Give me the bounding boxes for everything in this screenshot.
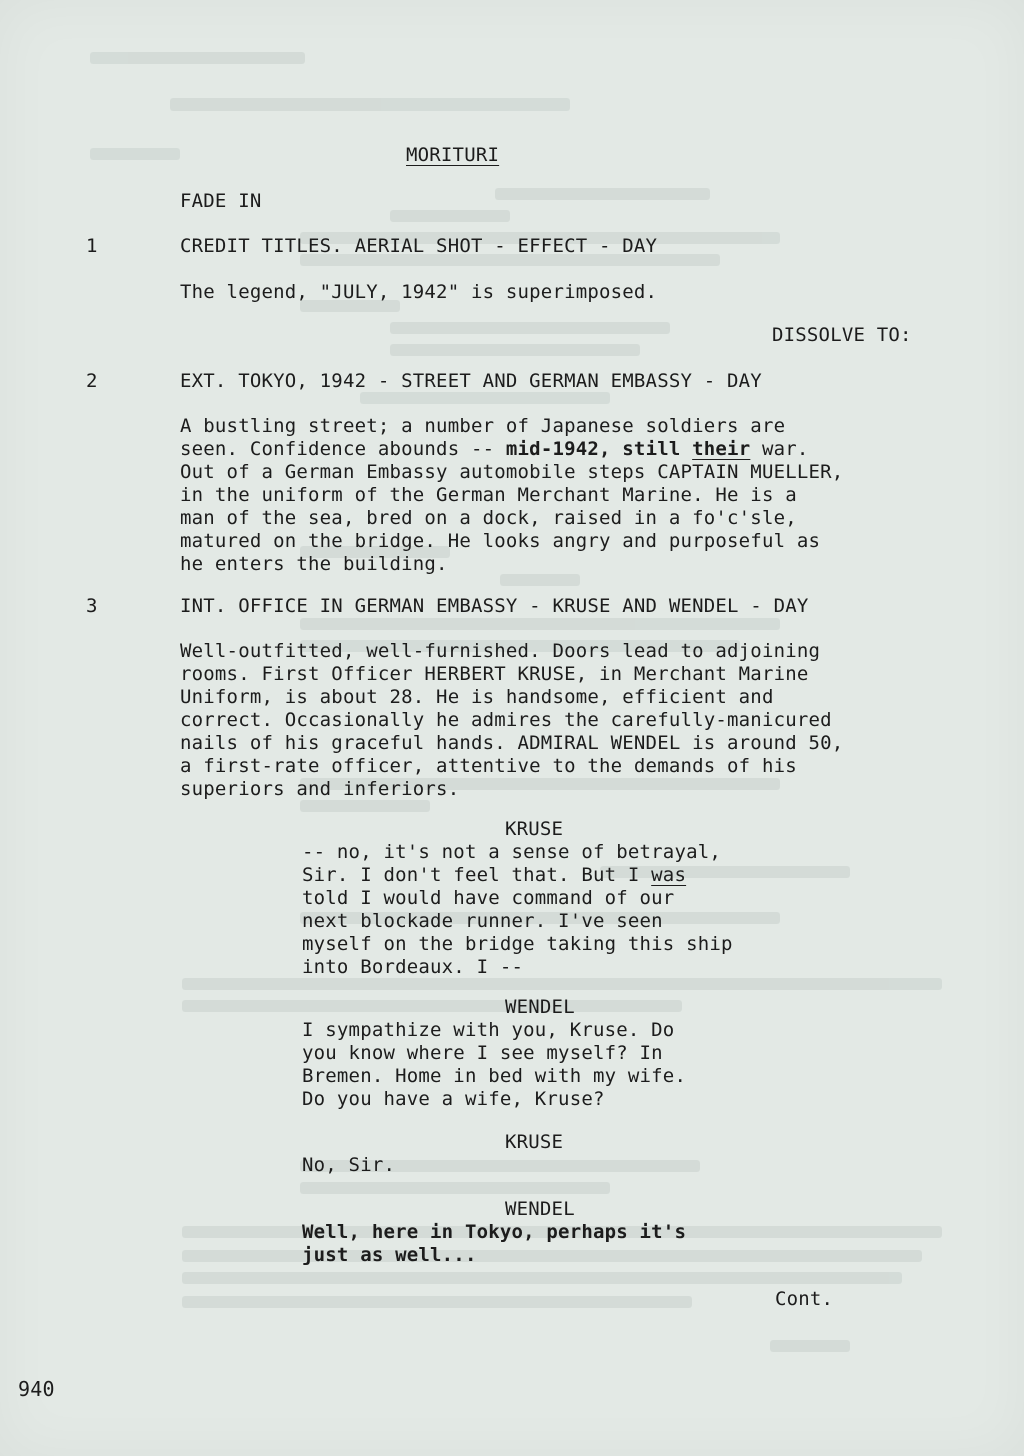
scene-heading: CREDIT TITLES. AERIAL SHOT - EFFECT - DAY bbox=[180, 235, 658, 257]
dialogue-line: next blockade runner. I've seen bbox=[302, 910, 663, 932]
transition: DISSOLVE TO: bbox=[772, 324, 912, 346]
dialogue-line-part: Sir. I don't feel that. But I bbox=[302, 864, 652, 886]
dialogue-line: myself on the bridge taking this ship bbox=[302, 933, 733, 955]
dialogue-line: I sympathize with you, Kruse. Do bbox=[302, 1019, 675, 1041]
action-line-part: war. bbox=[750, 438, 809, 460]
script-title: MORITURI bbox=[406, 144, 500, 166]
action-line: correct. Occasionally he admires the carefully-manicured bbox=[180, 709, 832, 731]
action-line: Uniform, is about 28. He is handsome, efficient and bbox=[180, 686, 774, 708]
dialogue-line: into Bordeaux. I -- bbox=[302, 956, 524, 978]
dialogue-line: you know where I see myself? In bbox=[302, 1042, 663, 1064]
action-line: Out of a German Embassy automobile steps CAPTAIN MUELLER, bbox=[180, 461, 844, 483]
dialogue-line: Well, here in Tokyo, perhaps it's bbox=[302, 1221, 687, 1243]
emphasized-word: was bbox=[651, 864, 687, 886]
scene-action: The legend, "JULY, 1942" is superimposed. bbox=[180, 281, 658, 303]
scene-number: 2 bbox=[86, 370, 98, 392]
action-line: man of the sea, bred on a dock, raised in a fo'c'sle, bbox=[180, 507, 797, 529]
continued-marker: Cont. bbox=[775, 1288, 834, 1310]
action-line bbox=[180, 438, 809, 461]
character-name: KRUSE bbox=[505, 1131, 564, 1153]
scene-number: 3 bbox=[86, 595, 98, 617]
character-name: WENDEL bbox=[505, 996, 575, 1018]
action-line: A bustling street; a number of Japanese soldiers are bbox=[180, 415, 786, 437]
action-line: in the uniform of the German Merchant Marine. He is a bbox=[180, 484, 797, 506]
dialogue-line: just as well... bbox=[302, 1244, 477, 1266]
action-line: nails of his graceful hands. ADMIRAL WENDEL is around 50, bbox=[180, 732, 844, 754]
action-line: matured on the bridge. He looks angry and purposeful as bbox=[180, 530, 821, 552]
action-line: rooms. First Officer HERBERT KRUSE, in Merchant Marine bbox=[180, 663, 809, 685]
emphasized-word: their bbox=[692, 438, 751, 460]
fade-in: FADE IN bbox=[180, 190, 262, 212]
action-line: superiors and inferiors. bbox=[180, 778, 460, 800]
dialogue-line: Bremen. Home in bed with my wife. bbox=[302, 1065, 687, 1087]
character-name: WENDEL bbox=[505, 1198, 575, 1220]
dialogue-line: -- no, it's not a sense of betrayal, bbox=[302, 841, 722, 863]
action-line-part: mid-1942, still bbox=[505, 438, 693, 460]
action-line: he enters the building. bbox=[180, 553, 448, 575]
scene-heading: INT. OFFICE IN GERMAN EMBASSY - KRUSE AND WENDEL - DAY bbox=[180, 595, 809, 617]
dialogue-line: Do you have a wife, Kruse? bbox=[302, 1088, 605, 1110]
dialogue-line: No, Sir. bbox=[302, 1154, 396, 1176]
page-number: 940 bbox=[18, 1377, 55, 1401]
action-line: Well-outfitted, well-furnished. Doors lead to adjoining bbox=[180, 640, 821, 662]
action-line: a first-rate officer, attentive to the demands of his bbox=[180, 755, 797, 777]
action-line-part: seen. Confidence abounds -- bbox=[180, 438, 506, 460]
scene-heading: EXT. TOKYO, 1942 - STREET AND GERMAN EMBASSY - DAY bbox=[180, 370, 762, 392]
scene-number: 1 bbox=[86, 235, 98, 257]
dialogue-line bbox=[302, 864, 686, 887]
character-name: KRUSE bbox=[505, 818, 564, 840]
dialogue-line: told I would have command of our bbox=[302, 887, 675, 909]
